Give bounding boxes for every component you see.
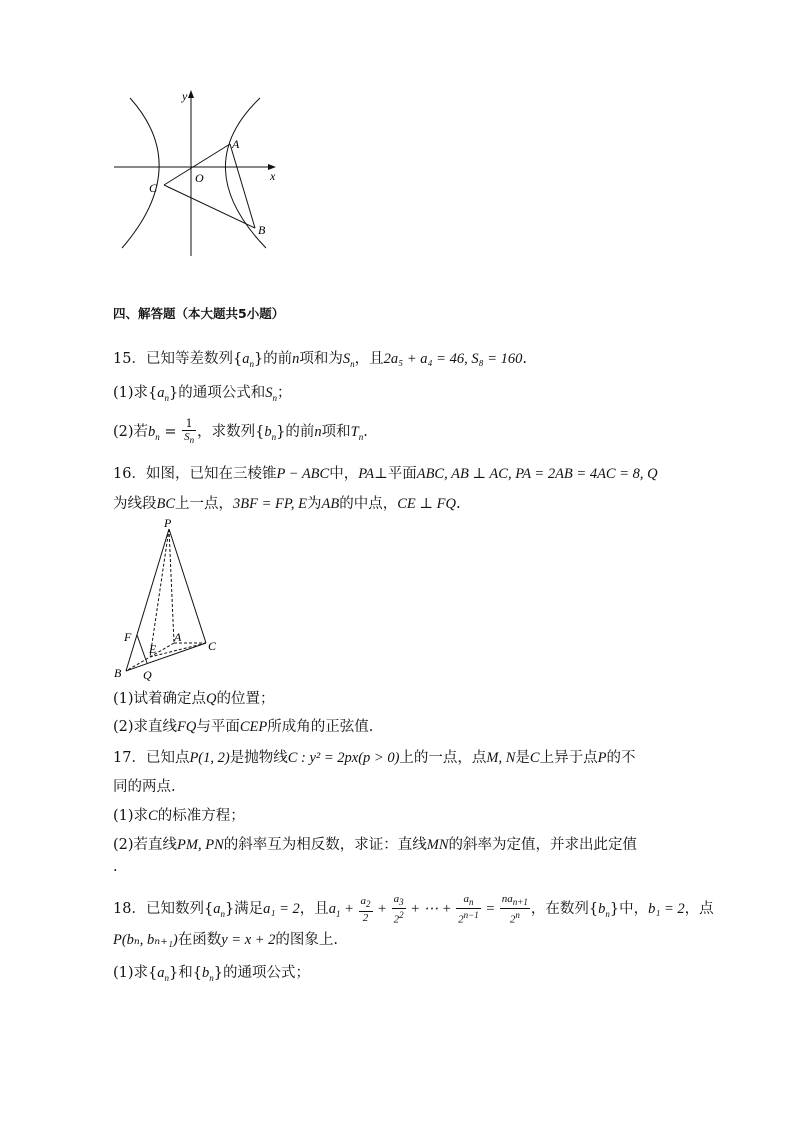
q16-part1: (1)试着确定点Q的位置； (113, 691, 275, 707)
q17-line1: 17．已知点P(1, 2)是抛物线C : y² = 2px(p > 0)上的一点，点M, N是C上异于点P的不 (113, 750, 636, 766)
segment-ab (230, 144, 255, 228)
q15-line1: 15．已知等差数列$\{a_n\}$的前n项和为$S_n$，且2a₅ + a₄ = 46, S₈ = 160. (113, 351, 528, 369)
label-a: A (174, 630, 182, 644)
q15-part1: (1)求$\{a_n\}$的通项公式和$S_n$； (113, 385, 292, 403)
label-p: P (164, 516, 172, 530)
segment-pe (150, 529, 169, 657)
series-equation: $a_1$ + $\frac{a_2}{2}$ + $\frac{a_3}{2^2}$ + ⋯ + $\frac{a_n}{2^{n-1}}$ = $\frac{na_{n+1}}{2^n}$ (328, 893, 528, 926)
q18-part1: (1)求$\{a_n\}$和$\{b_n\}$的通项公式； (113, 965, 310, 983)
q17-part1: (1)求C的标准方程； (113, 808, 245, 824)
section-heading (113, 304, 284, 324)
fraction-1-over-sn: $\frac{1}{S_n}$ (184, 417, 195, 446)
label-o: O (195, 171, 204, 185)
label-f: F (124, 630, 132, 644)
label-x: x (270, 169, 276, 183)
section-heading-text: 四、解答题（本大题共5小题） (113, 306, 285, 321)
label-y: y (182, 89, 188, 103)
q18-line1: 18．已知数列$\{a_n\}$满足a₁ = 2，且$a_1$ + $\frac{a_2}{2}$ + $\frac{a_3}{2^2}$ + ⋯ + $\frac{a_n}{2^{n-1}}$ = $\frac{na_{n+1}}{2^n}$ ，在数列$\{b_n\}$中，b₁ = 2，点 (113, 893, 714, 926)
edge-pa (169, 529, 174, 643)
q17-part2-end: . (113, 859, 118, 875)
label-c: C (149, 181, 158, 195)
q15-part2: (2)若$b_n$ = $\frac{1}{S_n}$ ，求数列$\{b_n\}$的前n项和$T_n$. (113, 417, 368, 446)
edge-pc (169, 529, 206, 643)
label-c: C (208, 639, 217, 653)
tetrahedron-figure (110, 515, 230, 685)
label-a: A (232, 137, 240, 151)
label-e: E (149, 642, 157, 656)
q18-line2: P(bₙ, bₙ₊₁)在函数y = x + 2的图象上. (113, 932, 339, 948)
segment-ce (150, 643, 206, 657)
hyperbola-left-branch (122, 98, 159, 248)
segment-cb (164, 185, 255, 228)
q16-part2: (2)求直线FQ与平面CEP所成角的正弦值. (113, 719, 374, 735)
segment-fq (137, 635, 147, 663)
label-b: B (258, 223, 266, 237)
q17-part2: (2)若直线PM, PN的斜率互为相反数，求证：直线MN的斜率为定值，并求出此定值 (113, 837, 638, 853)
q16-line1: 16．如图，已知在三棱锥P − ABC中，PA⊥平面ABC, AB ⊥ AC, PA = 2AB = 4AC = 8, Q (113, 466, 658, 482)
q16-line2: 为线段BC上一点，3BF = FP, E为AB的中点，CE ⊥ FQ. (113, 496, 461, 512)
hyperbola-figure (110, 88, 285, 258)
label-b: B (114, 666, 122, 680)
edge-bc (126, 643, 206, 671)
label-q: Q (143, 668, 152, 682)
y-axis-arrow (188, 90, 194, 98)
q17-line2: 同的两点. (113, 779, 176, 795)
edge-pb (126, 529, 169, 671)
